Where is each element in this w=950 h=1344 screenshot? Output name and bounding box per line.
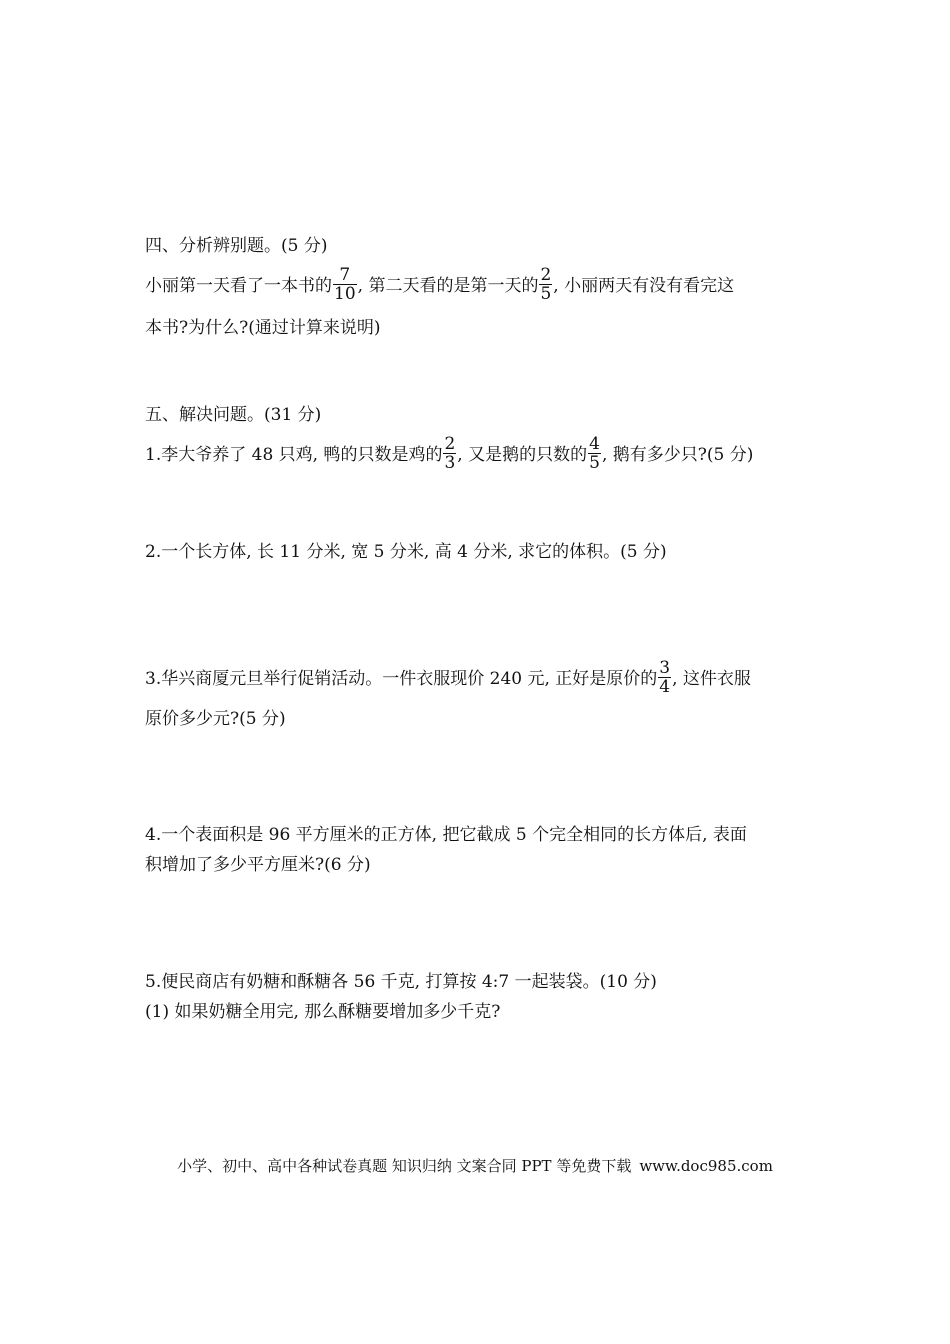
question-4-line2: 积增加了多少平方厘米?(6 分) [145,855,371,875]
question-1-text1: 1.李大爷养了 48 只鸡, 鸭的只数是鸡的 [145,445,443,465]
fraction-2-5 [539,266,552,303]
fraction-numerator: 2 [444,434,456,454]
question-4-line1: 4.一个表面积是 96 平方厘米的正方体, 把它截成 5 个完全相同的长方体后, 表面 [145,825,747,845]
question-1-text2: , 又是鹅的只数的 [457,445,588,465]
fraction-7-10 [333,266,357,303]
fraction-numerator: 7 [333,266,357,285]
section4-title: 四、分析辨别题。(5 分) [145,236,328,256]
fraction-denominator: 3 [444,453,456,473]
question-3-text2: , 这件衣服 [672,669,751,689]
question-3-line2: 原价多少元?(5 分) [145,709,286,729]
page-footer [0,1156,950,1176]
section5-title: 五、解决问题。(31 分) [145,405,322,425]
question-1 [145,434,754,474]
fraction-denominator: 4 [659,677,671,697]
fraction-2-3 [443,435,456,472]
fraction-3-4 [658,659,671,696]
section4-problem-text3: , 小丽两天有没有看完这 [553,276,735,296]
question-1-text3: , 鹅有多少只?(5 分) [601,445,754,465]
fraction-numerator: 4 [589,434,600,454]
fraction-numerator: 2 [540,265,552,285]
question-3-line1 [145,658,751,698]
footer-url[interactable]: www.doc985.com [639,1157,773,1175]
section4-problem-text2: , 第二天看的是第一天的 [357,276,539,296]
fraction-denominator: 10 [334,284,356,304]
fraction-numerator: 3 [659,658,671,678]
section4-problem-line1 [145,265,735,305]
fraction-denominator: 5 [589,453,600,473]
section4-problem-line2: 本书?为什么?(通过计算来说明) [145,318,381,338]
footer-text: 小学、初中、高中各种试卷真题 知识归纳 文案合同 PPT 等免费下载 [177,1157,632,1175]
question-5-line1: 5.便民商店有奶糖和酥糖各 56 千克, 打算按 4:7 一起装袋。(10 分) [145,972,657,992]
question-5-sub1: (1) 如果奶糖全用完, 那么酥糖要增加多少千克? [145,1002,501,1022]
question-3-text1: 3.华兴商厦元旦举行促销活动。一件衣服现价 240 元, 正好是原价的 [145,669,658,689]
section4-problem-text1: 小丽第一天看了一本书的 [145,276,332,296]
fraction-denominator: 5 [540,284,552,304]
fraction-4-5 [588,435,601,472]
question-2: 2.一个长方体, 长 11 分米, 宽 5 分米, 高 4 分米, 求它的体积。(5 分) [145,542,667,562]
